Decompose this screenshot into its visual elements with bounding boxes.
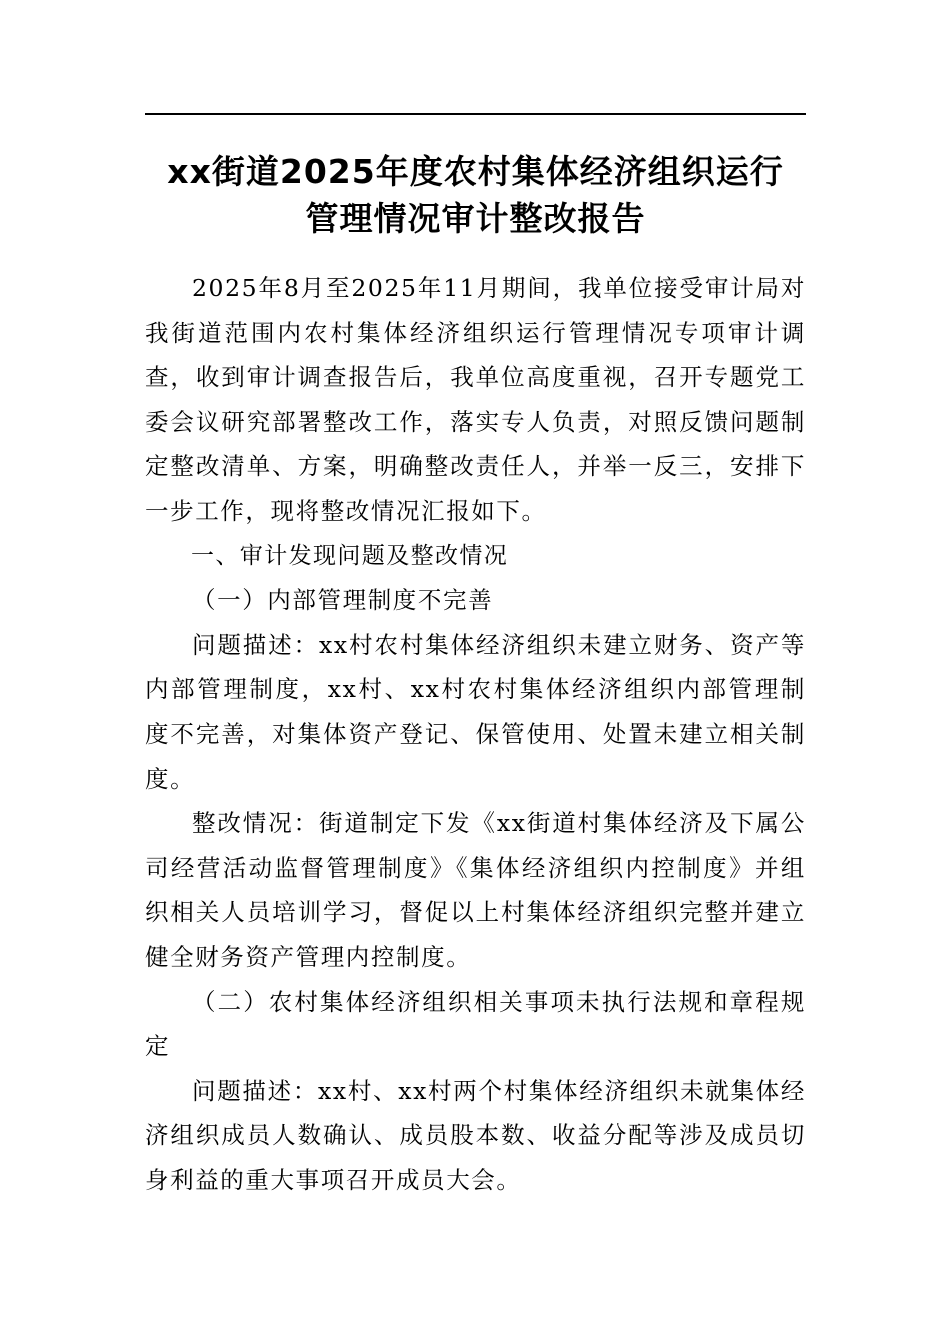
document-body <box>145 148 806 1202</box>
title-line-2: 管理情况审计整改报告 <box>305 199 646 238</box>
title-line-1: xx街道2025年度农村集体经济组织运行 <box>167 152 784 191</box>
header-rule <box>145 113 806 115</box>
rectification-paragraph-1: 整改情况：街道制定下发《xx街道村集体经济及下属公司经营活动监督管理制度》《集体经济组织内控制度》并组织相关人员培训学习，督促以上村集体经济组织完整并建立健全财务资产管理内控制度。 <box>145 809 806 971</box>
problem-paragraph-1: 问题描述：xx村农村集体经济组织未建立财务、资产等内部管理制度，xx村、xx村农村集体经济组织内部管理制度不完善，对集体资产登记、保管使用、处置未建立相关制度。 <box>145 630 806 793</box>
subsection-heading-1: （一）内部管理制度不完善 <box>192 586 494 615</box>
document-title <box>145 148 806 242</box>
intro-paragraph: 2025年8月至2025年11月期间，我单位接受审计局对我街道范围内农村集体经济组织运行管理情况专项审计调查，收到审计调查报告后，我单位高度重视，召开专题党工委会议研究部署整改工作，落实专人负责，对照反馈问题制定整改清单、方案，明确整改责任人，并举一反三，安排下一步工作，现将整改情况汇报如下。 <box>145 274 806 525</box>
subsection-heading-2: （二）农村集体经济组织相关事项未执行法规和章程规定 <box>145 987 806 1061</box>
section-heading-1: 一、审计发现问题及整改情况 <box>191 542 509 569</box>
problem-paragraph-2: 问题描述：xx村、xx村两个村集体经济组织未就集体经济组织成员人数确认、成员股本数、收益分配等涉及成员切身利益的重大事项召开成员大会。 <box>145 1076 806 1194</box>
